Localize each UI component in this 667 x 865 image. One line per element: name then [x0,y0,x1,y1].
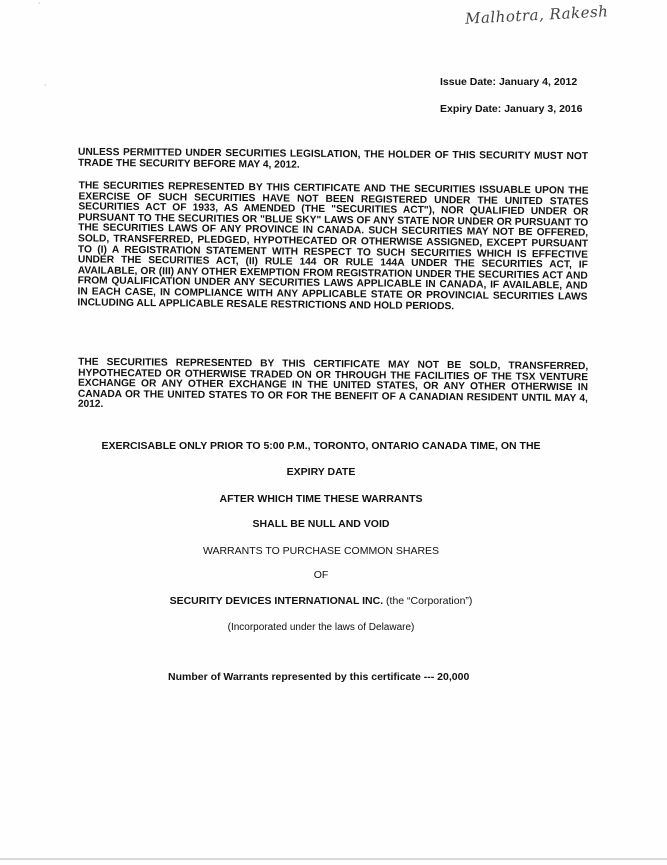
issue-date-label: Issue Date: [440,76,497,88]
expiry-date-heading: EXPIRY DATE [286,466,356,478]
legend-tsx-venture: THE SECURITIES REPRESENTED BY THIS CERTIFICATE MAY NOT BE SOLD, TRANSFERRED, HYPOTHECATED OR OTHERWISE TRADED ON OR THROUGH THE FACILITIES OF THE TSX VENTURE EXCHANGE OR ANY OTHER EXCHANGE IN THE UNITED STATES, OR ANY OTHER OTHERWISE IN CANADA OR THE UNITED STATES TO OR FOR THE BENEFIT OF A CANADIAN RESIDENT UNTIL MAY 4, 2012. [77,356,589,411]
margin-mark: ´ [44,84,48,95]
handwritten-name: Malhotra, Rakesh [464,2,609,28]
margin-mark: ´ [38,2,42,13]
expiry-date-value: January 3, 2016 [504,103,583,115]
null-void-heading: SHALL BE NULL AND VOID [252,518,390,530]
company-name: SECURITY DEVICES INTERNATIONAL INC. [169,595,384,607]
issue-date-row [440,76,600,103]
legend-us-securities: THE SECURITIES REPRESENTED BY THIS CERTIFICATE AND THE SECURITIES ISSUABLE UPON THE EXERCISE OF SUCH SECURITIES HAVE NOT BEEN REGISTERED UNDER THE UNITED STATES SECURITIES ACT OF 1933, AS AMENDED (THE "SECURITIES ACT"), NOR QUALIFIED UNDER OR PURSUANT TO THE SECURITIES OR "BLUE SKY" LAWS OF ANY STATE NOR UNDER OR PURSUANT TO THE SECURITIES LAWS OF ANY PROVINCE IN CANADA. SUCH SECURITIES MAY NOT BE OFFERED, SOLD, TRANSFERRED, PLEDGED, HYPOTHECATED OR OTHERWISE ASSIGNED, EXCEPT PURSUANT TO (I) A REGISTRATION STATEMENT WITH RESPECT TO SUCH SECURITIES WHICH IS EFFECTIVE UNDER THE SECURITIES ACT, (II) RULE 144 OR RULE 144A UNDER THE SECURITIES ACT, IF AVAILABLE, OR (III) ANY OTHER EXEMPTION FROM REGISTRATION UNDER THE SECURITIES ACT AND FROM QUALIFICATION UNDER ANY SECURITIES LAWS APPLICABLE IN CANADA, IF AVAILABLE, AND IN EACH CASE, IN COMPLIANCE WITH ANY APPLICABLE STATE OR PROVINCIAL SECURITIES LAWS INCLUDING ALL APPLICABLE RESALE RESTRICTIONS AND HOLD PERIODS. [77,180,589,312]
expiry-date-label: Expiry Date: [440,103,502,115]
scan-edge-line [0,858,667,860]
expiry-date-row [440,103,600,130]
issue-date-value: January 4, 2012 [498,76,578,88]
company-heading [66,595,576,607]
of-heading: OF [313,569,329,581]
exercisable-notice: EXERCISABLE ONLY PRIOR TO 5:00 P.M., TORONTO, ONTARIO CANADA TIME, ON THE [101,440,541,452]
warrants-to-purchase-heading: WARRANTS TO PURCHASE COMMON SHARES [202,545,440,557]
after-which-heading: AFTER WHICH TIME THESE WARRANTS [219,493,423,505]
warrant-count: Number of Warrants represented by this certificate --- 20,000 [168,671,470,683]
legend-hold-period: UNLESS PERMITTED UNDER SECURITIES LEGISLATION, THE HOLDER OF THIS SECURITY MUST NOT TRADE THE SECURITY BEFORE MAY 4, 2012. [77,146,589,171]
date-block [440,76,600,130]
incorporation-note: (Incorporated under the laws of Delaware) [227,622,415,633]
company-suffix: (the “Corporation”) [383,595,473,607]
